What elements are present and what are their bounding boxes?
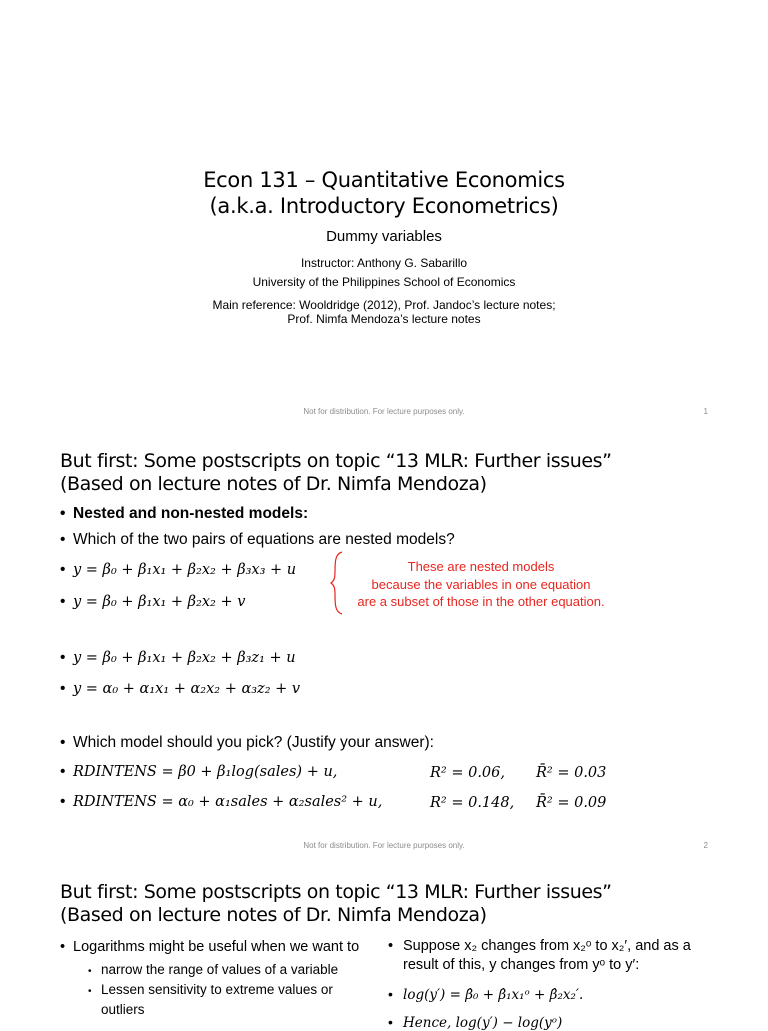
equation-text: y = β₀ + β₁x₁ + β₂x₂ + β₃z₁ + u bbox=[73, 650, 296, 666]
model-1-adjusted-r2: R̄² = 0.03 bbox=[536, 765, 607, 781]
note-line-3: are a subset of those in the other equation. bbox=[357, 594, 605, 609]
title-line-1: Econ 131 – Quantitative Economics bbox=[203, 168, 565, 192]
equation-text: log(y′) = β̂₀ + β̂₁x₁ᵒ + β̂₂x₂′. bbox=[403, 987, 584, 1003]
title-line-2: (Based on lecture notes of Dr. Nimfa Mendoza) bbox=[60, 904, 487, 926]
model-equation: RDINTENS = α₀ + α₁sales + α₂sales² + u, bbox=[73, 794, 383, 810]
bullet-text: Nested and non-nested models: bbox=[73, 505, 309, 522]
slide-2 bbox=[0, 432, 768, 864]
reference-line-2: Prof. Nimfa Mendoza’s lecture notes bbox=[287, 312, 481, 326]
model-2-adjusted-r2: R̄² = 0.09 bbox=[536, 795, 607, 811]
model-1-r2: R² = 0.06, bbox=[430, 765, 505, 781]
bullet-text: Which of the two pairs of equations are nested models? bbox=[73, 531, 455, 548]
bullet-question: • Which of the two pairs of equations are nested models? bbox=[60, 531, 455, 548]
bullet-suppose: • Suppose x₂ changes from x₂ᵒ to x₂′, and as a result of this, y changes from yᵒ to y′: bbox=[388, 938, 691, 973]
title-line-1: But first: Some postscripts on topic “13 MLR: Further issues” bbox=[60, 881, 612, 903]
page-number: 2 bbox=[703, 841, 708, 850]
equation-3: • y = β₀ + β₁x₁ + β₂x₂ + β₃z₁ + u bbox=[60, 649, 296, 666]
reference-line-1: Main reference: Wooldridge (2012), Prof. Jandoc’s lecture notes; bbox=[212, 298, 556, 312]
bullet-nested-models: • Nested and non-nested models: bbox=[60, 505, 309, 522]
bullet-text: Logarithms might be useful when we want to bbox=[73, 939, 360, 955]
subtitle: Dummy variables bbox=[326, 228, 442, 245]
title-line-2: (a.k.a. Introductory Econometrics) bbox=[209, 194, 559, 218]
footer: Not for distribution. For lecture purposes only. bbox=[303, 841, 465, 850]
bullet-text: Suppose x₂ changes from x₂ᵒ to x₂′, and as a bbox=[403, 938, 691, 954]
model-2-r2: R² = 0.148, bbox=[430, 795, 515, 811]
bullet-hence: • Hence, log(y′) − log(yᵒ) bbox=[388, 1014, 563, 1031]
sub-bullet-text: narrow the range of values of a variable bbox=[101, 962, 339, 977]
title-line-2: (Based on lecture notes of Dr. Nimfa Mendoza) bbox=[60, 473, 487, 495]
note-line-1: These are nested models bbox=[407, 559, 555, 574]
bullet-text: Which model should you pick? (Justify your answer): bbox=[73, 734, 434, 751]
sub-bullet-lessen-sensitivity: • Lessen sensitivity to extreme values or outliers bbox=[88, 982, 333, 1017]
slide-1-title bbox=[0, 167, 768, 219]
main-reference bbox=[0, 298, 768, 326]
page-number: 1 bbox=[703, 407, 708, 416]
equation-text: y = β₀ + β₁x₁ + β₂x₂ + β₃x₃ + u bbox=[73, 562, 297, 578]
instructor: Instructor: Anthony G. Sabarillo bbox=[300, 256, 468, 270]
slide-3-title bbox=[60, 881, 740, 927]
footer: Not for distribution. For lecture purposes only. bbox=[303, 407, 465, 416]
note-line-2: because the variables in one equation bbox=[371, 576, 591, 592]
title-line-1: But first: Some postscripts on topic “13 MLR: Further issues” bbox=[60, 450, 612, 472]
nested-models-note bbox=[336, 558, 626, 611]
bullet-text-cont: result of this, y changes from yᵒ to y′: bbox=[403, 957, 640, 973]
model-1: • RDINTENS = β0 + β₁log(sales) + u, bbox=[60, 763, 338, 780]
slide-2-title bbox=[60, 450, 740, 496]
equation-log-y-prime: • log(y′) = β̂₀ + β̂₁x₁ᵒ + β̂₂x₂′. bbox=[388, 986, 584, 1003]
slide-3 bbox=[0, 864, 768, 1031]
sub-bullet-text-cont: outliers bbox=[101, 1002, 145, 1017]
equation-4: • y = α₀ + α₁x₁ + α₂x₂ + α₃z₂ + v bbox=[60, 680, 301, 697]
sub-bullet-narrow-range: • narrow the range of values of a variable bbox=[88, 962, 339, 977]
model-2: • RDINTENS = α₀ + α₁sales + α₂sales² + u, bbox=[60, 793, 383, 810]
equation-text: y = α₀ + α₁x₁ + α₂x₂ + α₃z₂ + v bbox=[73, 681, 301, 697]
model-equation: RDINTENS = β0 + β₁log(sales) + u, bbox=[73, 764, 338, 780]
equation-text: y = β₀ + β₁x₁ + β₂x₂ + v bbox=[73, 594, 246, 610]
bullet-which-model: • Which model should you pick? (Justify your answer): bbox=[60, 734, 434, 751]
slide-1 bbox=[0, 0, 768, 432]
sub-bullet-text: Lessen sensitivity to extreme values or bbox=[101, 982, 333, 997]
bullet-logarithms: • Logarithms might be useful when we want to bbox=[60, 939, 360, 955]
equation-2: • y = β₀ + β₁x₁ + β₂x₂ + v bbox=[60, 593, 246, 610]
equation-1: • y = β₀ + β₁x₁ + β₂x₂ + β₃x₃ + u bbox=[60, 561, 297, 578]
school: University of the Philippines School of Economics bbox=[252, 275, 516, 289]
bullet-text: Hence, log(y′) − log(yᵒ) bbox=[403, 1015, 563, 1031]
